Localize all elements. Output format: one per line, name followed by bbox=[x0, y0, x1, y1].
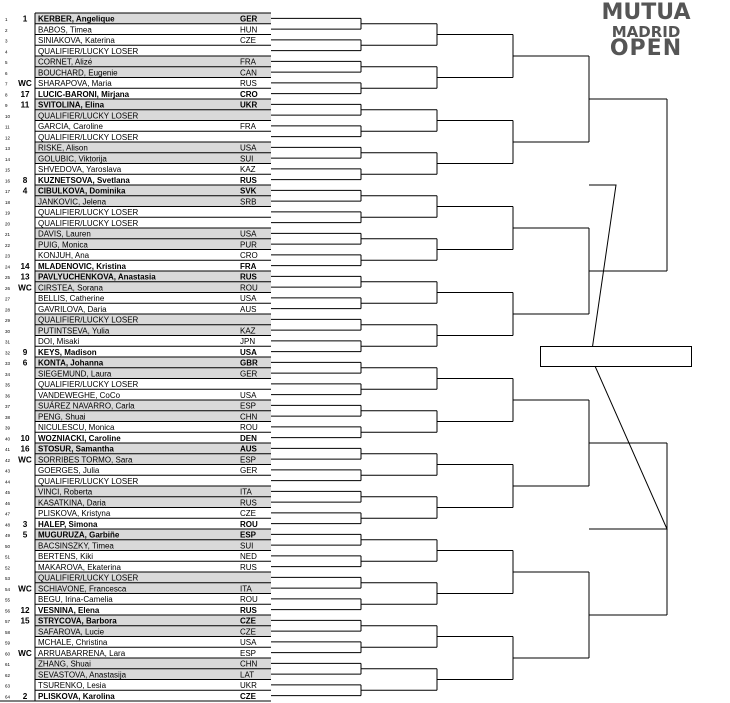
player-name: QUALIFIER/LUCKY LOSER bbox=[38, 315, 139, 325]
player-nationality: KAZ bbox=[240, 326, 256, 336]
draw-position-number: 8 bbox=[5, 92, 8, 98]
player-name: GARCIA, Caroline bbox=[38, 122, 103, 132]
player-name: PUTINTSEVA, Yulia bbox=[38, 326, 110, 336]
logo-line-1: MUTUA bbox=[601, 0, 691, 25]
draw-position-number: 53 bbox=[5, 576, 11, 582]
player-nationality: CRO bbox=[240, 251, 258, 261]
draw-position-number: 43 bbox=[5, 468, 11, 474]
draw-position-number: 59 bbox=[5, 640, 11, 646]
player-name: PUIG, Monica bbox=[38, 240, 88, 250]
seed-label: WC bbox=[18, 648, 32, 658]
player-nationality: ROU bbox=[240, 283, 258, 293]
player-nationality: GER bbox=[240, 369, 258, 379]
seed-label: 5 bbox=[22, 530, 28, 540]
player-nationality: NED bbox=[240, 552, 257, 562]
draw-position-number: 32 bbox=[5, 350, 11, 356]
player-nationality: RUS bbox=[240, 498, 257, 508]
player-name: TSURENKO, Lesia bbox=[38, 681, 107, 691]
draw-position-number: 24 bbox=[5, 264, 11, 270]
player-name: BACSINSZKY, Timea bbox=[38, 541, 114, 551]
seed-label: 11 bbox=[20, 100, 30, 110]
draw-position-number: 39 bbox=[5, 425, 11, 431]
player-nationality: FRA bbox=[240, 57, 256, 67]
player-name: PLISKOVA, Karolina bbox=[38, 691, 115, 701]
player-nationality: SVK bbox=[240, 186, 257, 196]
player-nationality: CZE bbox=[240, 627, 256, 637]
player-name: NICULESCU, Monica bbox=[38, 423, 115, 433]
seed-label: WC bbox=[18, 283, 32, 293]
player-nationality: ROU bbox=[240, 595, 258, 605]
player-nationality: JPN bbox=[240, 337, 256, 347]
draw-position-number: 4 bbox=[5, 49, 8, 55]
player-name: KERBER, Angelique bbox=[38, 14, 115, 24]
draw-position-number: 37 bbox=[5, 404, 11, 410]
draw-position-number: 7 bbox=[5, 81, 8, 87]
player-nationality: USA bbox=[240, 638, 257, 648]
player-nationality: PUR bbox=[240, 240, 257, 250]
player-name: SORRIBES TORMO, Sara bbox=[38, 455, 133, 465]
player-nationality: CHN bbox=[240, 659, 258, 669]
player-nationality: RUS bbox=[240, 175, 257, 185]
player-nationality: KAZ bbox=[240, 165, 256, 175]
draw-position-number: 55 bbox=[5, 597, 11, 603]
player-nationality: LAT bbox=[240, 670, 255, 680]
player-name: WOZNIACKI, Caroline bbox=[38, 433, 121, 443]
player-name: SINIAKOVA, Katerina bbox=[38, 36, 115, 46]
draw-position-number: 42 bbox=[5, 457, 11, 463]
draw-position-number: 16 bbox=[5, 178, 11, 184]
player-name: ARRUABARRENA, Lara bbox=[38, 648, 126, 658]
seed-label: 12 bbox=[20, 605, 30, 615]
player-name: JANKOVIC, Jelena bbox=[38, 197, 107, 207]
player-name: STOSUR, Samantha bbox=[38, 444, 114, 454]
player-nationality: CZE bbox=[240, 691, 256, 701]
player-nationality: SUI bbox=[240, 154, 254, 164]
player-nationality: CAN bbox=[240, 68, 257, 78]
player-nationality: GBR bbox=[240, 358, 258, 368]
player-name: QUALIFIER/LUCKY LOSER bbox=[38, 380, 139, 390]
player-nationality: RUS bbox=[240, 272, 257, 282]
player-nationality: ITA bbox=[240, 584, 252, 594]
draw-position-number: 33 bbox=[5, 361, 11, 367]
player-name: SHARAPOVA, Maria bbox=[38, 79, 112, 89]
draw-position-number: 62 bbox=[5, 672, 11, 678]
draw-position-number: 28 bbox=[5, 307, 11, 313]
player-nationality: GER bbox=[240, 466, 258, 476]
draw-position-number: 2 bbox=[5, 27, 8, 33]
draw-position-number: 51 bbox=[5, 554, 11, 560]
draw-position-number: 54 bbox=[5, 586, 11, 592]
player-nationality: ESP bbox=[240, 648, 257, 658]
draw-position-number: 3 bbox=[5, 38, 8, 44]
player-name: LUCIC-BARONI, Mirjana bbox=[38, 89, 130, 99]
player-name: CORNET, Alizé bbox=[38, 57, 93, 67]
draw-position-number: 22 bbox=[5, 242, 11, 248]
player-name: BELLIS, Catherine bbox=[38, 294, 105, 304]
player-nationality: UKR bbox=[240, 681, 257, 691]
player-name: KUZNETSOVA, Svetlana bbox=[38, 175, 130, 185]
draw-position-number: 50 bbox=[5, 543, 11, 549]
player-nationality: CZE bbox=[240, 36, 256, 46]
draw-position-number: 61 bbox=[5, 662, 11, 668]
player-name: SCHIAVONE, Francesca bbox=[38, 584, 127, 594]
player-nationality: FRA bbox=[240, 122, 256, 132]
player-nationality: ITA bbox=[240, 487, 252, 497]
draw-position-number: 38 bbox=[5, 414, 11, 420]
player-name: KONTA, Johanna bbox=[38, 358, 104, 368]
seed-label: WC bbox=[18, 79, 32, 89]
player-nationality: CRO bbox=[240, 89, 258, 99]
player-name: CIRSTEA, Sorana bbox=[38, 283, 103, 293]
draw-position-number: 18 bbox=[5, 199, 11, 205]
player-nationality: ESP bbox=[240, 455, 257, 465]
player-name: PLISKOVA, Kristyna bbox=[38, 509, 111, 519]
player-nationality: RUS bbox=[240, 605, 257, 615]
player-nationality: USA bbox=[240, 229, 257, 239]
draw-position-number: 35 bbox=[5, 382, 11, 388]
draw-position-number: 11 bbox=[5, 124, 10, 130]
player-name: VANDEWEGHE, CoCo bbox=[38, 390, 121, 400]
player-nationality: CZE bbox=[240, 616, 256, 626]
player-name: BABOS, Timea bbox=[38, 25, 92, 35]
draw-position-number: 46 bbox=[5, 500, 11, 506]
player-name: SVITOLINA, Elina bbox=[38, 100, 105, 110]
player-name: ZHANG, Shuai bbox=[38, 659, 91, 669]
player-name: DAVIS, Lauren bbox=[38, 229, 91, 239]
draw-position-number: 26 bbox=[5, 285, 11, 291]
seed-label: 15 bbox=[20, 616, 30, 626]
player-nationality: HUN bbox=[240, 25, 258, 35]
logo-line-3: OPEN bbox=[609, 36, 683, 61]
seed-label: 13 bbox=[20, 272, 30, 282]
player-name: SEVASTOVA, Anastasija bbox=[38, 670, 127, 680]
draw-position-number: 36 bbox=[5, 393, 11, 399]
seed-label: 17 bbox=[20, 89, 30, 99]
draw-position-number: 57 bbox=[5, 619, 11, 625]
player-nationality: SUI bbox=[240, 541, 254, 551]
player-nationality: USA bbox=[240, 347, 257, 357]
player-nationality: USA bbox=[240, 390, 257, 400]
draw-position-number: 64 bbox=[5, 694, 11, 700]
draw-position-number: 60 bbox=[5, 651, 11, 657]
player-name: QUALIFIER/LUCKY LOSER bbox=[38, 111, 139, 121]
player-name: KEYS, Madison bbox=[38, 347, 97, 357]
player-nationality: USA bbox=[240, 294, 257, 304]
seed-label: 3 bbox=[22, 519, 28, 529]
player-name: BOUCHARD, Eugenie bbox=[38, 68, 118, 78]
player-nationality: ESP bbox=[240, 530, 257, 540]
player-name: GOLUBIC, Viktorija bbox=[38, 154, 107, 164]
draw-position-number: 1 bbox=[5, 17, 8, 23]
player-name: SIEGEMUND, Laura bbox=[38, 369, 112, 379]
draw-position-number: 63 bbox=[5, 683, 11, 689]
player-nationality: FRA bbox=[240, 261, 257, 271]
player-name: STRYCOVA, Barbora bbox=[38, 616, 117, 626]
player-nationality: RUS bbox=[240, 562, 257, 572]
player-name: QUALIFIER/LUCKY LOSER bbox=[38, 208, 139, 218]
draw-position-number: 52 bbox=[5, 565, 11, 571]
player-nationality: GER bbox=[240, 14, 258, 24]
draw-position-number: 44 bbox=[5, 479, 11, 485]
draw-position-number: 23 bbox=[5, 253, 11, 259]
player-name: SHVEDOVA, Yaroslava bbox=[38, 165, 122, 175]
player-name: QUALIFIER/LUCKY LOSER bbox=[38, 132, 139, 142]
player-nationality: CHN bbox=[240, 412, 258, 422]
draw-position-number: 12 bbox=[5, 135, 11, 141]
draw-position-number: 10 bbox=[5, 113, 11, 119]
player-name: GAVRILOVA, Daria bbox=[38, 304, 107, 314]
player-name: QUALIFIER/LUCKY LOSER bbox=[38, 46, 139, 56]
draw-position-number: 20 bbox=[5, 221, 11, 227]
player-name: QUALIFIER/LUCKY LOSER bbox=[38, 476, 139, 486]
draw-position-number: 13 bbox=[5, 146, 11, 152]
player-nationality: CZE bbox=[240, 509, 256, 519]
seed-label: 1 bbox=[22, 14, 28, 24]
seed-label: 2 bbox=[22, 691, 28, 701]
seed-label: 10 bbox=[20, 433, 30, 443]
player-nationality: UKR bbox=[240, 100, 258, 110]
player-name: MAKAROVA, Ekaterina bbox=[38, 562, 121, 572]
draw-position-number: 19 bbox=[5, 210, 11, 216]
player-name: SUÁREZ NAVARRO, Carla bbox=[38, 401, 135, 411]
draw-position-number: 48 bbox=[5, 522, 11, 528]
player-name: CIBULKOVA, Dominika bbox=[38, 186, 126, 196]
seed-label: 14 bbox=[20, 261, 30, 271]
draw-position-number: 5 bbox=[5, 60, 8, 66]
draw-position-number: 31 bbox=[5, 339, 11, 345]
draw-position-number: 17 bbox=[5, 189, 11, 195]
logo-line-2: MADRID bbox=[611, 23, 681, 41]
player-name: BERTENS, Kiki bbox=[38, 552, 93, 562]
player-name: KASATKINA, Daria bbox=[38, 498, 106, 508]
draw-position-number: 25 bbox=[5, 275, 11, 281]
draw-position-number: 30 bbox=[5, 328, 11, 334]
draw-position-number: 41 bbox=[5, 447, 11, 453]
seed-label: WC bbox=[18, 584, 32, 594]
player-name: MLADENOVIC, Kristina bbox=[38, 261, 127, 271]
seed-label: 4 bbox=[22, 186, 28, 196]
draw-position-number: 15 bbox=[5, 167, 11, 173]
player-name: DOI, Misaki bbox=[38, 337, 80, 347]
player-nationality: USA bbox=[240, 143, 257, 153]
player-name: SAFAROVA, Lucie bbox=[38, 627, 105, 637]
champion-box bbox=[540, 346, 692, 367]
seed-label: 6 bbox=[22, 358, 28, 368]
draw-position-number: 56 bbox=[5, 608, 11, 614]
player-name: KONJUH, Ana bbox=[38, 251, 90, 261]
player-nationality: ROU bbox=[240, 519, 258, 529]
seed-label: 9 bbox=[22, 347, 28, 357]
seed-label: 16 bbox=[20, 444, 30, 454]
draw-position-number: 29 bbox=[5, 318, 11, 324]
player-name: PAVLYUCHENKOVA, Anastasia bbox=[38, 272, 156, 282]
player-name: VINCI, Roberta bbox=[38, 487, 93, 497]
player-name: VESNINA, Elena bbox=[38, 605, 100, 615]
draw-position-number: 49 bbox=[5, 533, 11, 539]
draw-position-number: 9 bbox=[5, 103, 8, 109]
player-name: QUALIFIER/LUCKY LOSER bbox=[38, 218, 139, 228]
draw-position-number: 21 bbox=[5, 232, 11, 238]
player-nationality: ROU bbox=[240, 423, 258, 433]
draw-position-number: 40 bbox=[5, 436, 11, 442]
player-nationality: DEN bbox=[240, 433, 257, 443]
player-name: PENG, Shuai bbox=[38, 412, 86, 422]
player-name: HALEP, Simona bbox=[38, 519, 98, 529]
player-nationality: SRB bbox=[240, 197, 257, 207]
player-name: BEGU, Irina-Camelia bbox=[38, 595, 113, 605]
draw-position-number: 34 bbox=[5, 371, 11, 377]
player-nationality: AUS bbox=[240, 444, 257, 454]
player-nationality: ESP bbox=[240, 401, 257, 411]
player-name: GOERGES, Julia bbox=[38, 466, 100, 476]
draw-position-number: 14 bbox=[5, 156, 11, 162]
seed-label: WC bbox=[18, 455, 32, 465]
seed-label: 8 bbox=[22, 175, 28, 185]
draw-position-number: 58 bbox=[5, 629, 11, 635]
player-name: RISKE, Alison bbox=[38, 143, 88, 153]
player-name: MUGURUZA, Garbiñe bbox=[38, 530, 120, 540]
draw-position-number: 27 bbox=[5, 296, 11, 302]
draw-position-number: 45 bbox=[5, 490, 11, 496]
player-name: MCHALE, Christina bbox=[38, 638, 108, 648]
draw-position-number: 47 bbox=[5, 511, 11, 517]
player-nationality: RUS bbox=[240, 79, 257, 89]
draw-position-number: 6 bbox=[5, 70, 8, 76]
player-name: QUALIFIER/LUCKY LOSER bbox=[38, 573, 139, 583]
player-nationality: AUS bbox=[240, 304, 257, 314]
